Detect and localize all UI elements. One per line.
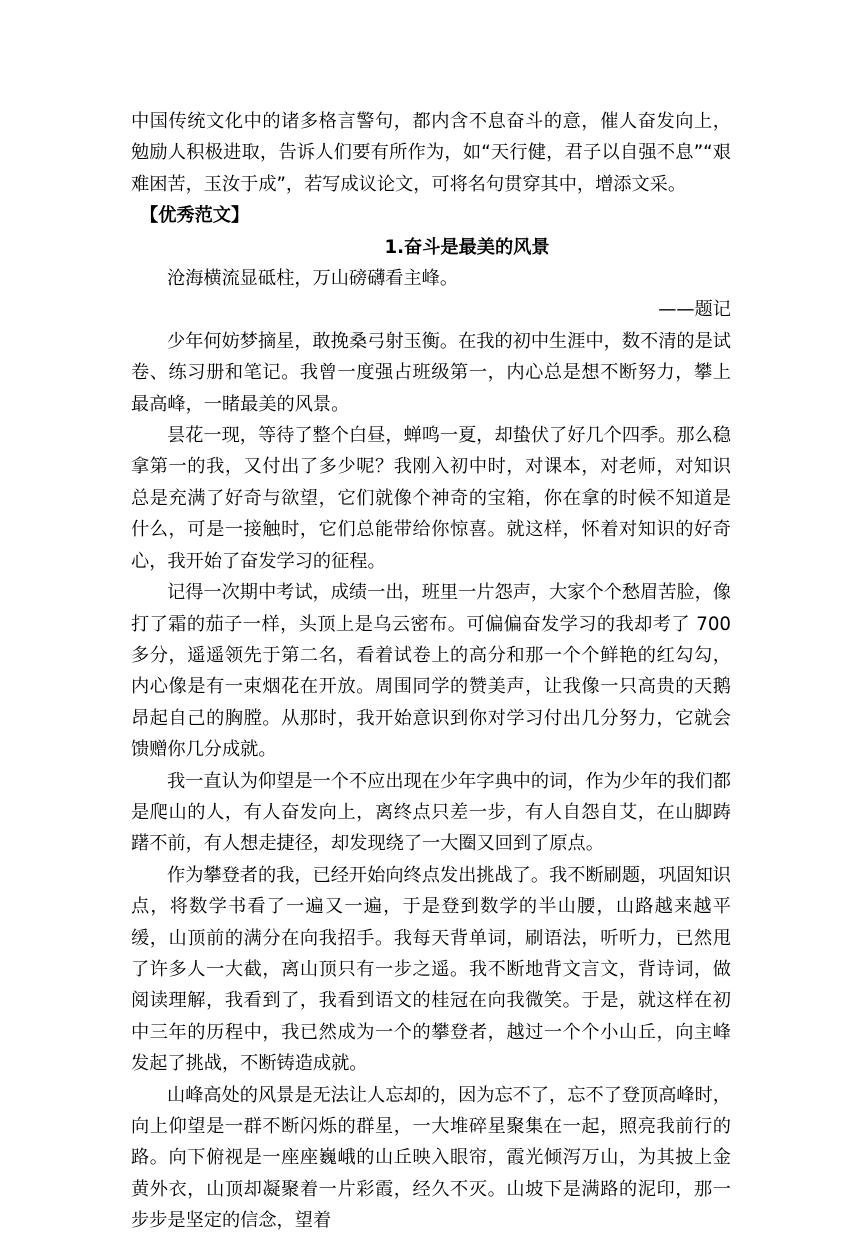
essay-paragraph: 我一直认为仰望是一个不应出现在少年字典中的词，作为少年的我们都是爬山的人，有人奋发向上，离终点只差一步，有人自怨自艾，在山脚踌躇不前，有人想走捷径，却发现绕了一大圈又回到了原点。 [131,770,731,855]
essay-epigraph: 沧海横流显砥柱，万山磅礴看主峰。 [167,268,459,290]
essay-paragraph: 作为攀登者的我，已经开始向终点发出挑战了。我不断刷题，巩固知识点，将数学书看了一遍又一遍，于是登到数学的半山腰，山路越来越平缓，山顶前的满分在向我招手。我每天背单词，刷语法，听听力，已然甩了许多人一大截，离山顶只有一步之遥。我不断地背文言文，背诗词，做阅读理解，我看到了，我看到语文的桂冠在向我微笑。于是，就这样在初中三年的历程中，我已然成为一个的攀登者，越过一个个小山丘，向主峰发起了挑战，不断铸造成就。 [131,864,731,1075]
section-label: 【优秀范文】 [140,205,250,227]
essay-paragraph: 记得一次期中考试，成绩一出，班里一片怨声，大家个个愁眉苦脸，像打了霜的茄子一样，头顶上是乌云密布。可偏偏奋发学习的我却考了 700 多分，遥遥领先于第二名，看着试卷上的高分和那一个个鲜艳的红勾勾，内心像是有一束烟花在开放。周围同学的赞美声，让我像一只高贵的天鹅昂起自己的胸膛。从那时，我开始意识到你对学习付出几分努力，它就会馈赠你几分成就。 [131,582,731,761]
intro-paragraph: 中国传统文化中的诸多格言警句，都内含不息奋斗的意，催人奋发向上，勉励人积极进取，告诉人们要有所作为，如“天行健，君子以自强不息”“艰难困苦，玉汝于成”，若写成议论文，可将名句贯穿其中，增添文采。 [131,111,731,195]
essay-paragraph: 少年何妨梦摘星，敢挽桑弓射玉衡。在我的初中生涯中，数不清的是试卷、练习册和笔记。我曾一度强占班级第一，内心总是想不断努力，攀上最高峰，一睹最美的风景。 [131,330,731,415]
epigraph-attribution: ——题记 [658,299,731,321]
essay-title: 1.奋斗是最美的风景 [384,236,550,258]
document-page [131,106,731,1237]
essay-paragraph: 山峰高处的风景是无法让人忘却的，因为忘不了，忘不了登顶高峰时，向上仰望是一群不断闪烁的群星，一大堆碎星聚集在一起，照亮我前行的路。向下俯视是一座座巍峨的山丘映入眼帘，霞光倾泻万山，为其披上金黄外衣，山顶却凝聚着一片彩霞，经久不灭。山坡下是满路的泥印，那一步步是坚定的信念，望着 [131,1084,731,1232]
essay-paragraph: 昙花一现，等待了整个白昼，蝉鸣一夏，却蛰伏了好几个四季。那么稳拿第一的我，又付出了多少呢？我刚入初中时，对课本，对老师，对知识总是充满了好奇与欲望，它们就像个神奇的宝箱，你在拿的时候不知道是什么，可是一接触时，它们总能带给你惊喜。就这样，怀着对知识的好奇心，我开始了奋发学习的征程。 [131,425,731,572]
